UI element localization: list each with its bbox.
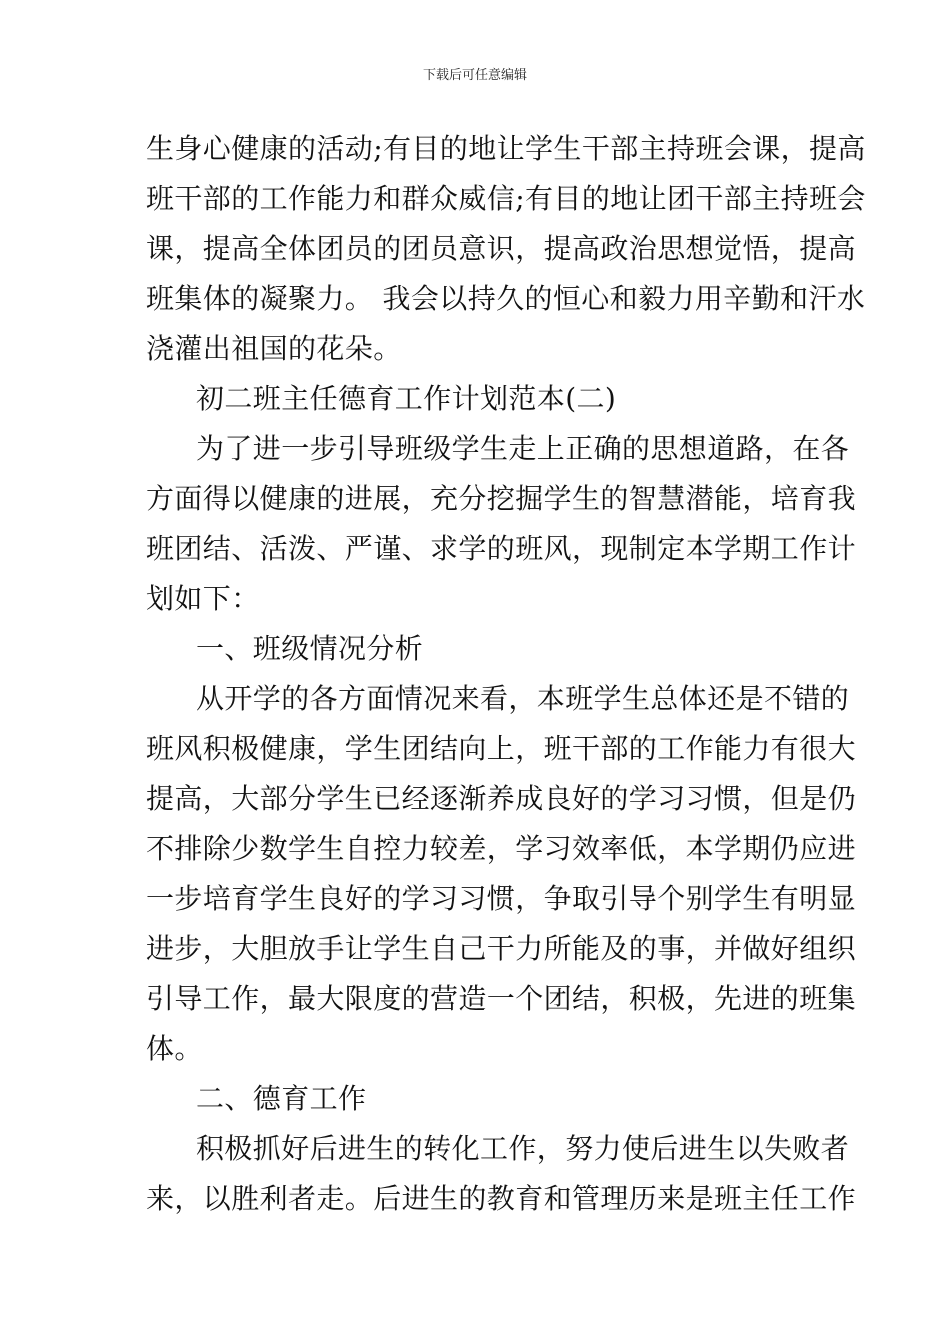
paragraph-line: 班干部的工作能力和群众威信;有目的地让团干部主持班会 [146, 182, 866, 215]
paragraph-line: 一步培育学生良好的学习习惯，争取引导个别学生有明显 [146, 882, 857, 915]
paragraph-line: 方面得以健康的进展，充分挖掘学生的智慧潜能，培育我 [146, 482, 857, 515]
paragraph-line: 课，提高全体团员的团员意识，提高政治思想觉悟，提高 [146, 232, 857, 265]
page-header: 下载后可任意编辑 [422, 68, 527, 83]
paragraph-line: 进步，大胆放手让学生自己干力所能及的事，并做好组织 [146, 932, 857, 965]
paragraph-line: 体。 [146, 1032, 203, 1065]
section-heading: 一、班级情况分析 [196, 632, 424, 665]
paragraph-line: 班团结、活泼、严谨、求学的班风，现制定本学期工作计 [146, 532, 857, 565]
paragraph-line: 浇灌出祖国的花朵。 [146, 332, 402, 365]
paragraph-line: 划如下： [146, 582, 260, 615]
paragraph-line: 班风积极健康，学生团结向上，班干部的工作能力有很大 [146, 732, 857, 765]
section-heading: 二、德育工作 [196, 1082, 367, 1115]
paragraph-line: 引导工作，最大限度的营造一个团结，积极，先进的班集 [146, 982, 857, 1015]
paragraph-line: 来，以胜利者走。后进生的教育和管理历来是班主任工作 [146, 1182, 857, 1215]
paragraph-line: 积极抓好后进生的转化工作，努力使后进生以失败者 [196, 1132, 850, 1165]
section-title: 初二班主任德育工作计划范本(二) [196, 382, 617, 415]
paragraph-line: 班集体的凝聚力。 我会以持久的恒心和毅力用辛勤和汗水 [146, 282, 866, 315]
paragraph-line: 不排除少数学生自控力较差，学习效率低，本学期仍应进 [146, 832, 857, 865]
paragraph-line: 生身心健康的活动;有目的地让学生干部主持班会课，提高 [146, 132, 866, 165]
paragraph-line: 为了进一步引导班级学生走上正确的思想道路，在各 [196, 432, 850, 465]
paragraph-line: 提高，大部分学生已经逐渐养成良好的学习习惯，但是仍 [146, 782, 857, 815]
paragraph-line: 从开学的各方面情况来看，本班学生总体还是不错的 [196, 682, 850, 715]
